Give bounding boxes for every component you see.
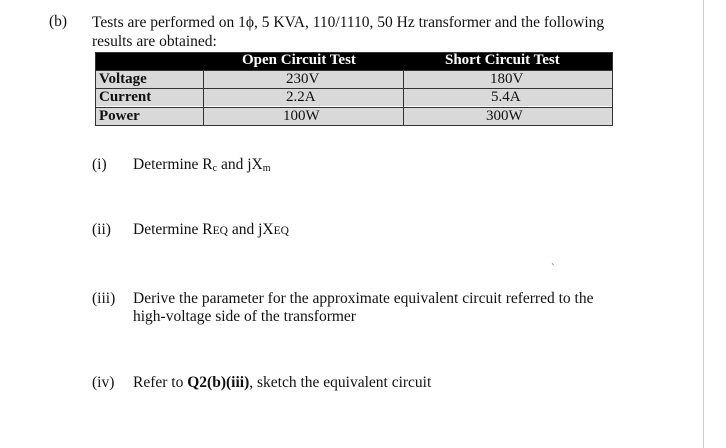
item-number: (i)	[92, 156, 107, 173]
question-label: (b)	[49, 13, 68, 30]
item-number: (ii)	[92, 221, 111, 238]
stem-line-2: results are obtained:	[92, 33, 217, 50]
subscript: m	[262, 163, 271, 174]
oc-voltage: 230V	[286, 71, 320, 87]
sc-power: 300W	[486, 108, 523, 124]
results-table	[95, 52, 613, 126]
header-open-circuit: Open Circuit Test	[242, 52, 356, 68]
stem-line-1: Tests are performed on 1ϕ, 5 KVA, 110/1110, 50 Hz transformer and the following	[92, 14, 605, 31]
row-label-voltage: Voltage	[99, 71, 147, 87]
item-number: (iii)	[92, 290, 116, 307]
item-text-line: high-voltage side of the transformer	[133, 308, 356, 325]
oc-current: 2.2A	[286, 89, 316, 105]
subscript: c	[212, 163, 218, 174]
column-divider	[403, 70, 404, 126]
item-text-line: Derive the parameter for the approximate equivalent circuit referred to the	[133, 290, 594, 307]
oc-power: 100W	[283, 108, 320, 124]
item-text	[133, 290, 593, 326]
item-number: (iv)	[92, 374, 115, 391]
item-text-part: Determine R	[133, 156, 213, 173]
table-row	[96, 70, 612, 88]
table-row	[96, 88, 612, 106]
item-text-part: and jX	[217, 156, 263, 173]
item-text-part: Refer to	[133, 374, 188, 391]
header-short-circuit: Short Circuit Test	[445, 52, 560, 68]
item-text	[133, 156, 271, 178]
stray-mark: `	[551, 262, 555, 274]
subscript: EQ	[212, 225, 228, 237]
item-text-part: , sketch the equivalent circuit	[249, 374, 432, 391]
sc-current: 5.4A	[491, 89, 521, 105]
item-text	[133, 374, 431, 392]
sc-voltage: 180V	[490, 71, 524, 87]
item-text-part: and jX	[227, 221, 274, 238]
question-reference: Q2(b)(iii)	[187, 374, 250, 391]
column-divider	[203, 70, 204, 126]
item-text-part: Determine R	[133, 221, 213, 238]
table-row	[96, 107, 612, 125]
row-label-power: Power	[99, 108, 140, 124]
subscript: EQ	[273, 225, 289, 237]
table-header-row	[96, 53, 612, 70]
item-text	[133, 221, 289, 240]
question-stem	[92, 13, 652, 51]
row-label-current: Current	[99, 89, 152, 105]
page-edge	[703, 0, 726, 448]
